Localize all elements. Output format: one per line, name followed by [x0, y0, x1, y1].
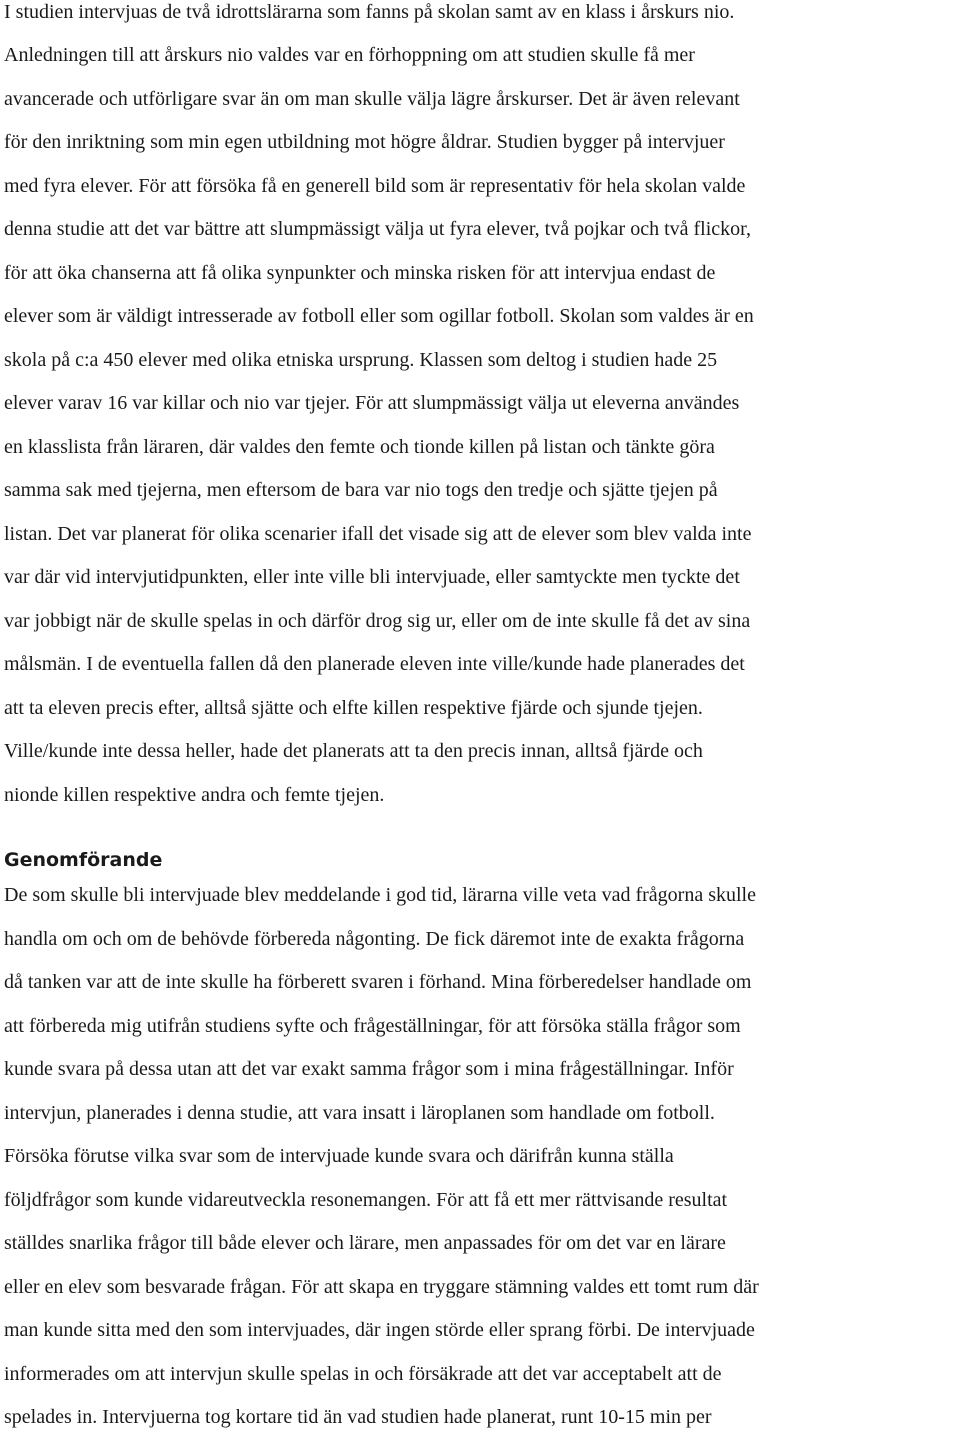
paragraph-line: att förbereda mig utifrån studiens syfte och frågeställningar, för att försöka ställa frågor som — [4, 1015, 741, 1037]
paragraph-line: Försöka förutse vilka svar som de intervjuade kunde svara och därifrån kunna ställa — [4, 1145, 674, 1167]
paragraph-line: skola på c:a 450 elever med olika etniska ursprung. Klassen som deltog i studien hade 25 — [4, 349, 718, 371]
paragraph-line: eller en elev som besvarade frågan. För att skapa en tryggare stämning valdes ett tomt rum där — [4, 1276, 759, 1298]
paragraph-line: elever som är väldigt intresserade av fotboll eller som ogillar fotboll. Skolan som valdes är en — [4, 305, 754, 327]
paragraph-line: denna studie att det var bättre att slumpmässigt välja ut fyra elever, två pojkar och två flickor, — [4, 218, 752, 240]
paragraph-line: elever varav 16 var killar och nio var tjejer. För att slumpmässigt välja ut eleverna användes — [4, 392, 740, 414]
paragraph-line: med fyra elever. För att försöka få en generell bild som är representativ för hela skolan valde — [4, 175, 746, 197]
paragraph-line: spelades in. Intervjuerna tog kortare tid än vad studien hade planerat, runt 10-15 min per — [4, 1406, 712, 1428]
paragraph-line: Anledningen till att årskurs nio valdes var en förhoppning om att studien skulle få mer — [4, 44, 695, 66]
paragraph-line: avancerade och utförligare svar än om man skulle välja lägre årskurser. Det är även relevant — [4, 88, 740, 110]
paragraph-line: var jobbigt när de skulle spelas in och därför drog sig ur, eller om de inte skulle få det av sina — [4, 610, 751, 632]
paragraph-line: De som skulle bli intervjuade blev meddelande i god tid, lärarna ville veta vad frågorna skulle — [4, 884, 756, 906]
paragraph-line: en klasslista från läraren, där valdes den femte och tionde killen på listan och tänkte göra — [4, 436, 715, 458]
paragraph-line: att ta eleven precis efter, alltså sjätte och elfte killen respektive fjärde och sjunde tjejen. — [4, 697, 703, 719]
paragraph-line: nionde killen respektive andra och femte tjejen. — [4, 784, 385, 806]
paragraph-line: intervjun, planerades i denna studie, att vara insatt i läroplanen som handlade om fotboll. — [4, 1102, 715, 1124]
paragraph-line: kunde svara på dessa utan att det var exakt samma frågor som i mina frågeställningar. Inför — [4, 1058, 734, 1080]
paragraph-line: informerades om att intervjun skulle spelas in och försäkrade att det var acceptabelt att de — [4, 1363, 722, 1385]
paragraph-line: följdfrågor som kunde vidareutveckla resonemangen. För att få ett mer rättvisande resultat — [4, 1189, 728, 1211]
paragraph-line: listan. Det var planerat för olika scenarier ifall det visade sig att de elever som blev valda inte — [4, 523, 752, 545]
paragraph-line: då tanken var att de inte skulle ha förberett svaren i förhand. Mina förberedelser handlade om — [4, 971, 752, 993]
paragraph-line: Ville/kunde inte dessa heller, hade det planerats att ta den precis innan, alltså fjärde och — [4, 740, 703, 762]
paragraph-line: målsmän. I de eventuella fallen då den planerade eleven inte ville/kunde hade planerades det — [4, 653, 745, 675]
section-heading: Genomförande — [4, 849, 163, 871]
paragraph-line: för den inriktning som min egen utbildning mot högre åldrar. Studien bygger på intervjuer — [4, 131, 725, 153]
paragraph-line: I studien intervjuas de två idrottslärarna som fanns på skolan samt av en klass i årskurs nio. — [4, 1, 735, 23]
paragraph-line: för att öka chanserna att få olika synpunkter och minska risken för att intervjua endast de — [4, 262, 716, 284]
paragraph-line: man kunde sitta med den som intervjuades, där ingen störde eller sprang förbi. De intervjuade — [4, 1319, 755, 1341]
paragraph-line: samma sak med tjejerna, men eftersom de bara var nio togs den tredje och sjätte tjejen på — [4, 479, 718, 501]
paragraph-line: var där vid intervjutidpunkten, eller inte ville bli intervjuade, eller samtyckte men tyckte det — [4, 566, 740, 588]
paragraph-line: handla om och om de behövde förbereda någonting. De fick däremot inte de exakta frågorna — [4, 928, 745, 950]
paragraph-line: ställdes snarlika frågor till både elever och lärare, men anpassades för om det var en lärare — [4, 1232, 726, 1254]
